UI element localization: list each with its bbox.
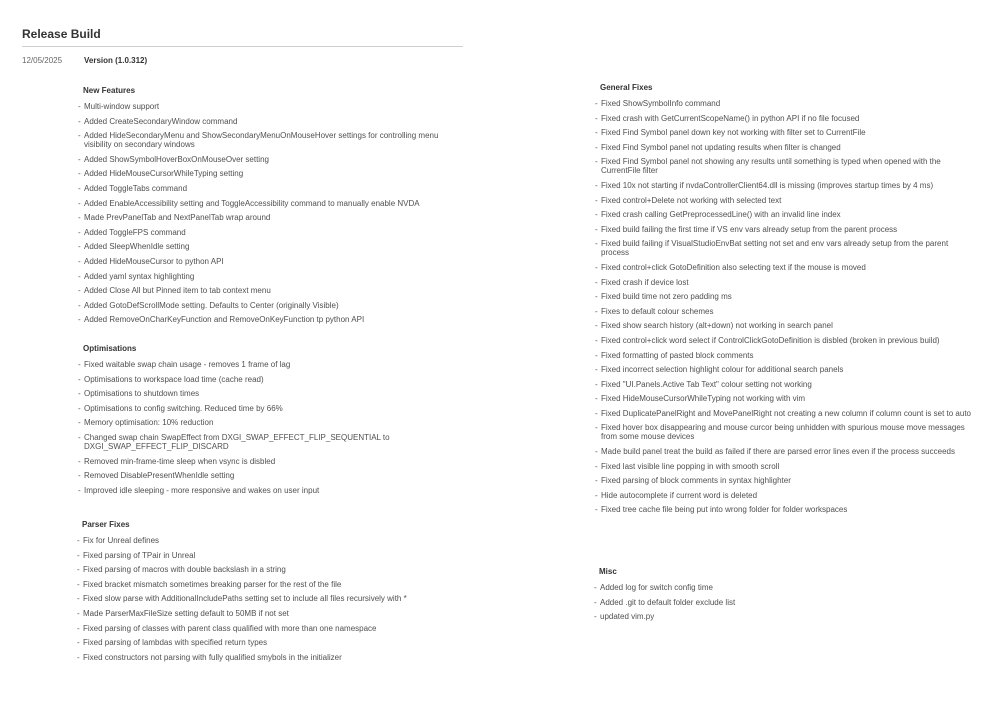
changelog-item: - Added EnableAccessibility setting and ToggleAccessibility command to manually enable NVDA xyxy=(78,199,458,208)
changelog-item: - Fixed Find Symbol panel not updating results when filter is changed xyxy=(595,143,975,152)
changelog-item: - Removed DisablePresentWhenIdle setting xyxy=(78,471,423,480)
changelog-item: - Made PrevPanelTab and NextPanelTab wrap around xyxy=(78,213,458,222)
section-heading: Optimisations xyxy=(83,344,137,353)
changelog-item: - Fixed parsing of block comments in syntax highlighter xyxy=(595,476,975,485)
changelog-item: - Fixed waitable swap chain usage - removes 1 frame of lag xyxy=(78,360,423,369)
changelog-item: - Fixed incorrect selection highlight colour for additional search panels xyxy=(595,365,975,374)
changelog-item: - Fixed control+click word select if ControlClickGotoDefinition is disbled (broken in previous build) xyxy=(595,336,975,345)
changelog-item: - Fixed parsing of lambdas with specified return types xyxy=(77,638,457,647)
section-parser-fixes xyxy=(77,519,457,667)
changelog-list xyxy=(78,360,423,495)
changelog-item: - Fixed parsing of TPair in Unreal xyxy=(77,551,457,560)
changelog-item: - Added GotoDefScrollMode setting. Defaults to Center (originally Visible) xyxy=(78,301,458,310)
changelog-list xyxy=(77,536,457,662)
page-title: Release Build xyxy=(22,27,101,41)
changelog-item: - Fixed slow parse with AdditionalIncludePaths setting set to include all files recursively with * xyxy=(77,594,457,603)
changelog-item: - Added SleepWhenIdle setting xyxy=(78,242,458,251)
changelog-item: - Fixed constructors not parsing with fully qualified smybols in the initializer xyxy=(77,653,457,662)
changelog-item: - Fixed Find Symbol panel down key not working with filter set to CurrentFile xyxy=(595,128,975,137)
section-new-features xyxy=(78,85,458,330)
changelog-item: - Fixed crash if device lost xyxy=(595,278,975,287)
changelog-item: - Optimisations to shutdown times xyxy=(78,389,423,398)
changelog-item: - Optimisations to config switching. Reduced time by 66% xyxy=(78,404,423,413)
changelog-item: - Fixed build time not zero padding ms xyxy=(595,292,975,301)
changelog-item: - Added .git to default folder exclude list xyxy=(594,598,894,607)
changelog-item: - Added HideMouseCursor to python API xyxy=(78,257,458,266)
changelog-item: - Fixed tree cache file being put into wrong folder for folder workspaces xyxy=(595,505,975,514)
changelog-list xyxy=(78,102,458,324)
section-general-fixes xyxy=(595,82,975,520)
changelog-item: - Fixed bracket mismatch sometimes breaking parser for the rest of the file xyxy=(77,580,457,589)
changelog-item: - Fixed parsing of classes with parent class qualified with more than one namespace xyxy=(77,624,457,633)
changelog-item: - Fixed HideMouseCursorWhileTyping not working with vim xyxy=(595,394,975,403)
changelog-item: - Fixed formatting of pasted block comments xyxy=(595,351,975,360)
section-heading: New Features xyxy=(83,86,136,95)
changelog-list xyxy=(595,99,975,514)
changelog-item: - Fixed crash calling GetPreprocessedLine() with an invalid line index xyxy=(595,210,975,219)
changelog-item: - Added RemoveOnCharKeyFunction and RemoveOnKeyFunction tp python API xyxy=(78,315,458,324)
release-date: 12/05/2025 xyxy=(22,56,63,65)
changelog-item: - Fixed build failing if VisualStudioEnvBat setting not set and env vars already setup from the parent process xyxy=(595,239,975,257)
section-heading: Misc xyxy=(599,567,617,576)
changelog-item: - updated vim.py xyxy=(594,612,894,621)
changelog-item: - Fixed Find Symbol panel not showing any results until something is typed when opened with the CurrentFile filter xyxy=(595,157,975,175)
section-misc xyxy=(594,566,894,627)
changelog-item: - Fixed hover box disappearing and mouse curcor being unhidden with spurious mouse move messages from some mouse devices xyxy=(595,423,975,441)
changelog-item: - Added HideMouseCursorWhileTyping setting xyxy=(78,169,458,178)
changelog-item: - Fixed ShowSymbolInfo command xyxy=(595,99,975,108)
changelog-item: - Added ShowSymbolHoverBoxOnMouseOver setting xyxy=(78,155,458,164)
version-label: Version (1.0.312) xyxy=(84,56,148,65)
changelog-item: - Fixed "UI.Panels.Active Tab Text" colour setting not working xyxy=(595,380,975,389)
changelog-item: - Fixed 10x not starting if nvdaControllerClient64.dll is missing (improves startup times by 4 ms) xyxy=(595,181,975,190)
changelog-item: - Fixed control+Delete not working with selected text xyxy=(595,196,975,205)
changelog-item: - Removed min-frame-time sleep when vsync is disbled xyxy=(78,457,423,466)
changelog-item: - Added ToggleTabs command xyxy=(78,184,458,193)
changelog-item: - Fixed crash with GetCurrentScopeName() in python API if no file focused xyxy=(595,114,975,123)
changelog-item: - Fixed show search history (alt+down) not working in search panel xyxy=(595,321,975,330)
changelog-item: - Memory optimisation: 10% reduction xyxy=(78,418,423,427)
changelog-item: - Optimisations to workspace load time (cache read) xyxy=(78,375,423,384)
changelog-item: - Multi-window support xyxy=(78,102,458,111)
title-divider xyxy=(22,46,463,47)
changelog-item: - Fixed control+click GotoDefinition also selecting text if the mouse is moved xyxy=(595,263,975,272)
section-optimisations xyxy=(78,343,423,500)
changelog-item: - Made ParserMaxFileSize setting default to 50MB if not set xyxy=(77,609,457,618)
section-heading: Parser Fixes xyxy=(82,520,130,529)
changelog-item: - Changed swap chain SwapEffect from DXGI_SWAP_EFFECT_FLIP_SEQUENTIAL to DXGI_SWAP_EFFECT_FLIP_DISCARD xyxy=(78,433,423,451)
changelog-item: - Fixed parsing of macros with double backslash in a string xyxy=(77,565,457,574)
changelog-item: - Fixed build failing the first time if VS env vars already setup from the parent process xyxy=(595,225,975,234)
changelog-item: - Improved idle sleeping - more responsive and wakes on user input xyxy=(78,486,423,495)
changelog-item: - Fix for Unreal defines xyxy=(77,536,457,545)
changelog-item: - Added Close All but Pinned item to tab context menu xyxy=(78,286,458,295)
changelog-item: - Hide autocomplete if current word is deleted xyxy=(595,491,975,500)
changelog-item: - Fixes to default colour schemes xyxy=(595,307,975,316)
changelog-item: - Made build panel treat the build as failed if there are parsed error lines even if the process succeeds xyxy=(595,447,975,456)
changelog-item: - Fixed last visible line popping in with smooth scroll xyxy=(595,462,975,471)
changelog-item: - Added HideSecondaryMenu and ShowSecondaryMenuOnMouseHover settings for controlling menu visibility on secondary windows xyxy=(78,131,458,149)
changelog-item: - Added CreateSecondaryWindow command xyxy=(78,117,458,126)
changelog-item: - Added yaml syntax highlighting xyxy=(78,272,458,281)
changelog-list xyxy=(594,583,894,621)
changelog-item: - Added log for switch config time xyxy=(594,583,894,592)
section-heading: General Fixes xyxy=(600,83,653,92)
changelog-item: - Added ToggleFPS command xyxy=(78,228,458,237)
changelog-item: - Fixed DuplicatePanelRight and MovePanelRight not creating a new column if column count is set to auto xyxy=(595,409,975,418)
